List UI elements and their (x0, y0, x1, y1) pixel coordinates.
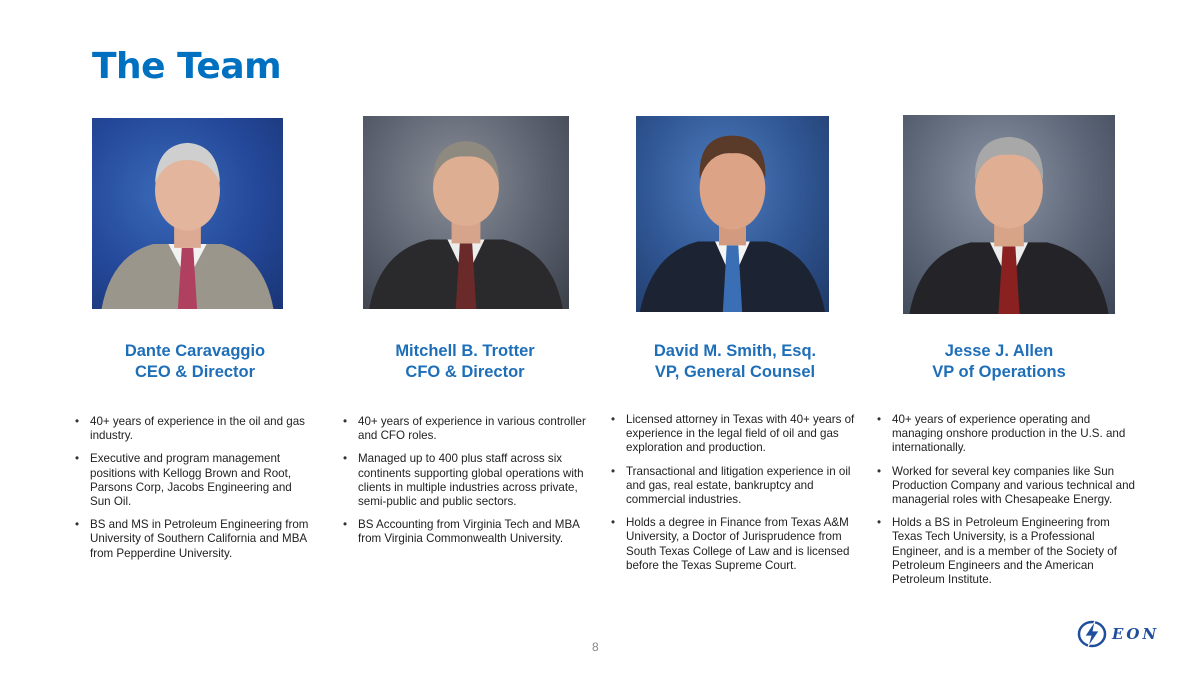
member-role: CFO & Director (405, 363, 525, 381)
bio-bullet: • Executive and program management positions with Kellogg Brown and Root, Parsons Corp, Jacobs Engineering and Sun Oil. (75, 452, 313, 509)
bio-bullet: • Licensed attorney in Texas with 40+ years of experience in the legal field of oil and gas exploration and production. (611, 413, 859, 456)
bio-bullet: • 40+ years of experience in the oil and gas industry. (75, 415, 313, 443)
photo-dante-caravaggio (92, 118, 283, 309)
bio-list-jesse-allen (877, 413, 1135, 596)
bio-list-david-smith (611, 413, 859, 582)
bio-bullet: • BS Accounting from Virginia Tech and MBA from Virginia Commonwealth University. (343, 518, 591, 546)
bio-bullet: • Transactional and litigation experience in oil and gas, real estate, bankruptcy and commercial industries. (611, 465, 859, 508)
bio-list-dante-caravaggio (75, 415, 313, 570)
member-name-block (884, 341, 1114, 383)
photo-mitchell-trotter (363, 116, 569, 309)
page-title: The Team (92, 46, 282, 87)
lightning-globe-icon (1076, 619, 1108, 649)
logo-text: EON (1112, 625, 1160, 643)
photo-david-smith (636, 116, 829, 312)
eon-logo (1076, 619, 1162, 649)
bio-bullet: • Managed up to 400 plus staff across six continents supporting global operations with clients in multiple industries across private, semi-public and public sectors. (343, 452, 591, 509)
member-role: VP, General Counsel (654, 363, 816, 381)
page-number: 8 (592, 640, 599, 654)
bio-bullet: • 40+ years of experience operating and managing onshore production in the U.S. and internationally. (877, 413, 1135, 456)
bio-bullet: • Holds a BS in Petroleum Engineering from Texas Tech University, is a Professional Engineer, and is a member of the Society of Petroleum Engineers and the American Petroleum Institute. (877, 516, 1135, 587)
member-name-block (350, 341, 580, 383)
member-role: VP of Operations (932, 363, 1066, 381)
member-name-block (80, 341, 310, 383)
member-role: CEO & Director (134, 363, 256, 381)
bio-bullet: • Holds a degree in Finance from Texas A&M University, a Doctor of Jurisprudence from South Texas College of Law and is licensed before the Texas Supreme Court. (611, 516, 859, 573)
photo-jesse-allen (903, 115, 1115, 314)
member-name-block (620, 341, 850, 383)
member-name: Mitchell B. Trotter (395, 342, 535, 360)
bio-bullet: • Worked for several key companies like Sun Production Company and various technical and managerial roles with Chesapeake Energy. (877, 465, 1135, 508)
bio-bullet: • 40+ years of experience in various controller and CFO roles. (343, 415, 591, 443)
bio-list-mitchell-trotter (343, 415, 591, 556)
member-name: Jesse J. Allen (944, 342, 1054, 360)
member-name: Dante Caravaggio (124, 342, 266, 360)
member-name: David M. Smith, Esq. (653, 342, 817, 360)
bio-bullet: • BS and MS in Petroleum Engineering from University of Southern California and MBA from Pepperdine University. (75, 518, 313, 561)
